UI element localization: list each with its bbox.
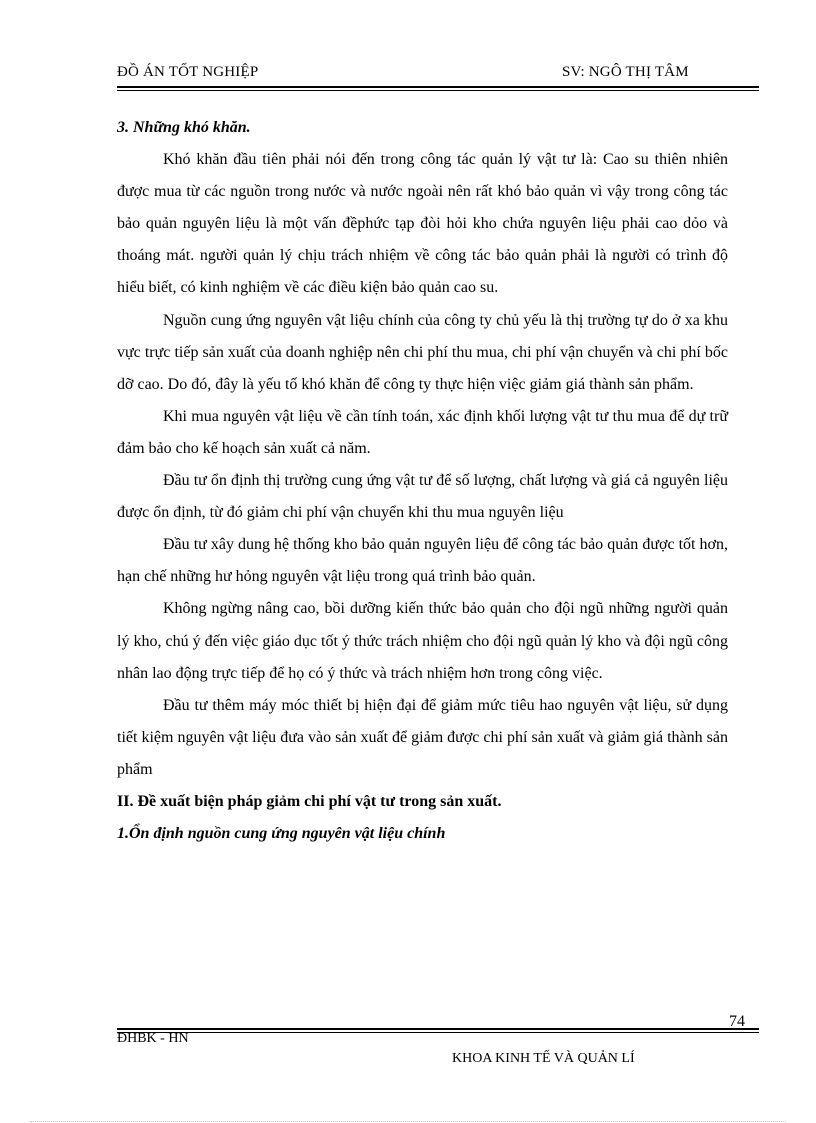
footer-left: ĐHBK - HN	[117, 1031, 189, 1046]
footer-rule-thin	[117, 1032, 759, 1033]
paragraph-4: Đầu tư ổn định thị trường cung ứng vật tư để số lượng, chất lượng và giá cả nguyên liệu được ổn định, từ đó giảm chi phí vận chuyển khi thu mua nguyên liệu	[117, 472, 728, 522]
paragraph-6: Không ngừng nâng cao, bồi dưỡng kiến thức bảo quản cho đội ngũ những người quản lý kho, chú ý đến việc giáo dục tốt ý thức trách nhiệm cho đội ngũ quản lý kho và đội ngũ công nhân lao động trực tiếp để họ có ý thức và trách nhiệm hơn trong công việc.	[117, 600, 728, 682]
paragraph-7: Đầu tư thêm máy móc thiết bị hiện đại để giảm mức tiêu hao nguyên vật liệu, sử dụng tiết kiệm nguyên vật liệu đưa vào sản xuất để giảm được chi phí sản xuất và giảm giá thành sản phẩm	[117, 696, 728, 778]
header-right: SV: NGÔ THỊ TÂM	[562, 64, 689, 80]
paragraph-2: Nguồn cung ứng nguyên vật liệu chính của công ty chủ yếu là thị trường tự do ở xa khu vực trực tiếp sản xuất của doanh nghiệp nên chi phí thu mua, chi phí vận chuyển và chi phí bốc dỡ cao. Do đó, đây là yếu tố khó khăn để công ty thực hiện việc giảm giá thành sản phẩm.	[117, 311, 728, 393]
paragraph-3: Khi mua nguyên vật liệu về cần tính toán, xác định khối lượng vật tư thu mua để dự trữ đảm bảo cho kế hoạch sản xuất cả năm.	[117, 407, 728, 457]
paragraph-5: Đầu tư xây dung hệ thống kho bảo quản nguyên liệu để công tác bảo quản được tốt hơn, hạn chế những hư hỏng nguyên vật liệu trong quá trình bảo quản.	[117, 536, 728, 586]
page-content	[117, 112, 728, 850]
paragraph-1: Khó khăn đầu tiên phải nói đến trong công tác quản lý vật tư là: Cao su thiên nhiên được mua từ các nguồn trong nước và nước ngoài nên rất khó bảo quản vì vậy trong công tác bảo quản nguyên liệu là một vấn đềphức tạp đòi hỏi kho chứa nguyên liệu phải cao dỏo và thoáng mát. người quản lý chịu trách nhiệm về công tác bảo quản phải là người có trình độ hiểu biết, có kinh nghiệm về các điều kiện bảo quản cao su.	[117, 151, 728, 297]
header-rule-thin	[117, 90, 759, 91]
footer-right: KHOA KINH TẾ VÀ QUẢN LÍ	[452, 1051, 635, 1066]
header-rule-thick	[117, 86, 759, 88]
page-number: 74	[729, 1013, 745, 1030]
section-II-title: II. Đề xuất biện pháp giảm chi phí vật tư trong sản xuất.	[117, 792, 502, 810]
section-3-title: 3. Những khó khăn.	[117, 119, 251, 136]
footer-rule-thick	[117, 1028, 759, 1030]
page-bottom-dotted-line	[30, 1121, 786, 1122]
subsection-1-title: 1.Ổn định nguồn cung ứng nguyên vật liệu chính	[117, 825, 446, 843]
header-left: ĐỒ ÁN TỐT NGHIỆP	[117, 64, 259, 80]
